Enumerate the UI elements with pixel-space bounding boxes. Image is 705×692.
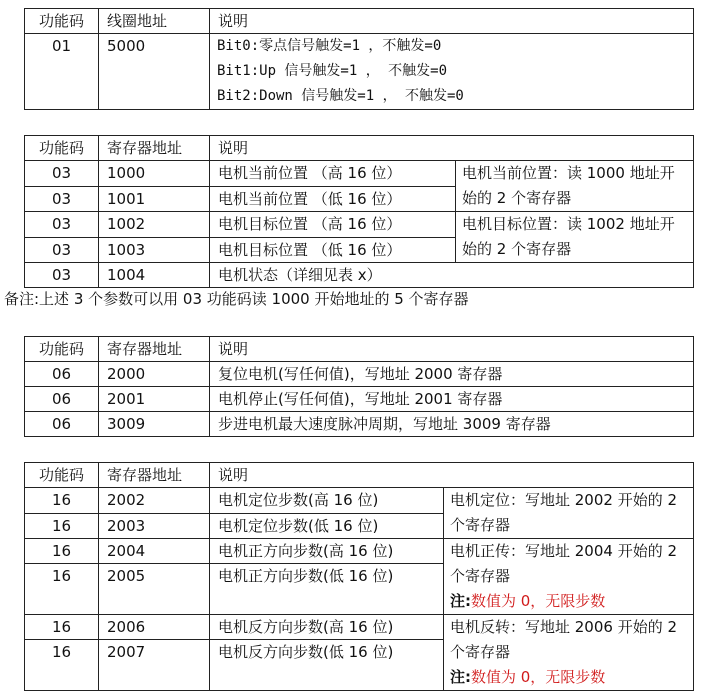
function-code-cell: 03	[25, 237, 99, 263]
function-code-cell: 03	[25, 212, 99, 238]
positioning-note: 电机定位：写地址 2002 开始的 2 个寄存器	[444, 488, 694, 539]
cutoff-text-fragment	[0, 684, 620, 692]
reverse-warning-text: 数值为 0，无限步数	[471, 668, 606, 686]
forward-warning-label: 注:	[450, 592, 471, 610]
function-code-cell: 03	[25, 186, 99, 212]
table-row	[25, 539, 694, 564]
header-description: 说明	[210, 136, 694, 161]
description-cell: 电机目标位置 （高 16 位）	[210, 212, 456, 238]
description-cell: 电机反方向步数(低 16 位)	[210, 640, 444, 691]
description-cell: 步进电机最大速度脉冲周期，写地址 3009 寄存器	[210, 412, 694, 437]
write-single-table	[24, 336, 694, 437]
bit2-description: Bit2:Down 信号触发=1 ， 不触发=0	[217, 88, 464, 104]
function-code-cell: 06	[25, 412, 99, 437]
address-cell: 2004	[99, 539, 210, 564]
address-cell: 3009	[99, 412, 210, 437]
forward-note	[444, 539, 694, 615]
table-row	[25, 263, 694, 288]
header-coil-address: 线圈地址	[99, 9, 210, 34]
cutoff-text-line	[0, 684, 705, 692]
table-row	[25, 212, 694, 238]
forward-note-text: 电机正传：写地址 2004 开始的 2 个寄存器	[450, 542, 678, 585]
table-header-row	[25, 463, 694, 488]
address-cell: 1003	[99, 237, 210, 263]
address-cell: 1002	[99, 212, 210, 238]
reverse-note	[444, 615, 694, 691]
reverse-warning-label: 注:	[450, 668, 471, 686]
function-code-cell: 01	[25, 34, 99, 110]
table-row	[25, 161, 694, 187]
header-register-address: 寄存器地址	[99, 337, 210, 362]
description-cell: 电机当前位置 （高 16 位）	[210, 161, 456, 187]
table-header-row	[25, 9, 694, 34]
bit1-description: Bit1:Up 信号触发=1 ， 不触发=0	[217, 63, 448, 79]
remark-text: 备注:上述 3 个参数可以用 03 功能码读 1000 开始地址的 5 个寄存器	[4, 290, 469, 308]
forward-warning-text: 数值为 0，无限步数	[471, 592, 606, 610]
address-cell: 1004	[99, 263, 210, 288]
address-cell: 2007	[99, 640, 210, 691]
address-cell: 2002	[99, 488, 210, 514]
header-register-address: 寄存器地址	[99, 136, 210, 161]
header-description: 说明	[210, 463, 694, 488]
address-cell: 5000	[99, 34, 210, 110]
address-cell: 1000	[99, 161, 210, 187]
bit-description-cell	[210, 34, 694, 110]
description-cell: 电机定位步数(高 16 位)	[210, 488, 444, 514]
address-cell: 2001	[99, 387, 210, 412]
function-code-cell: 16	[25, 513, 99, 539]
description-cell: 电机定位步数(低 16 位)	[210, 513, 444, 539]
description-cell: 电机当前位置 （低 16 位）	[210, 186, 456, 212]
function-code-cell: 16	[25, 615, 99, 640]
current-position-note: 电机当前位置：读 1000 地址开始的 2 个寄存器	[456, 161, 694, 212]
read-register-table	[24, 135, 694, 288]
address-cell: 2000	[99, 362, 210, 387]
function-code-cell: 03	[25, 161, 99, 187]
header-function-code: 功能码	[25, 463, 99, 488]
header-description: 说明	[210, 337, 694, 362]
description-cell: 电机停止(写任何值)，写地址 2001 寄存器	[210, 387, 694, 412]
table-header-row	[25, 136, 694, 161]
header-function-code: 功能码	[25, 9, 99, 34]
bit0-description: Bit0:零点信号触发=1 ，不触发=0	[217, 38, 442, 54]
address-cell: 1001	[99, 186, 210, 212]
write-multiple-table	[24, 462, 694, 691]
description-cell: 电机正方向步数(高 16 位)	[210, 539, 444, 564]
table-row	[25, 488, 694, 514]
function-code-cell: 06	[25, 387, 99, 412]
function-code-cell: 16	[25, 640, 99, 691]
function-code-cell: 16	[25, 564, 99, 615]
table-row	[25, 412, 694, 437]
function-code-cell: 16	[25, 488, 99, 514]
function-code-cell: 16	[25, 539, 99, 564]
address-cell: 2006	[99, 615, 210, 640]
coil-table	[24, 8, 694, 110]
description-cell: 电机目标位置 （低 16 位）	[210, 237, 456, 263]
header-function-code: 功能码	[25, 337, 99, 362]
header-register-address: 寄存器地址	[99, 463, 210, 488]
address-cell: 2005	[99, 564, 210, 615]
address-cell: 2003	[99, 513, 210, 539]
table-row	[25, 387, 694, 412]
function-code-cell: 03	[25, 263, 99, 288]
table-row	[25, 615, 694, 640]
description-cell: 复位电机(写任何值)，写地址 2000 寄存器	[210, 362, 694, 387]
reverse-note-text: 电机反转：写地址 2006 开始的 2 个寄存器	[450, 618, 678, 661]
target-position-note: 电机目标位置：读 1002 地址开始的 2 个寄存器	[456, 212, 694, 263]
table-header-row	[25, 337, 694, 362]
description-cell: 电机反方向步数(高 16 位)	[210, 615, 444, 640]
header-function-code: 功能码	[25, 136, 99, 161]
table-row	[25, 34, 694, 110]
description-cell: 电机正方向步数(低 16 位)	[210, 564, 444, 615]
header-description: 说明	[210, 9, 694, 34]
description-cell: 电机状态（详细见表 x）	[210, 263, 694, 288]
table-row	[25, 362, 694, 387]
function-code-cell: 06	[25, 362, 99, 387]
